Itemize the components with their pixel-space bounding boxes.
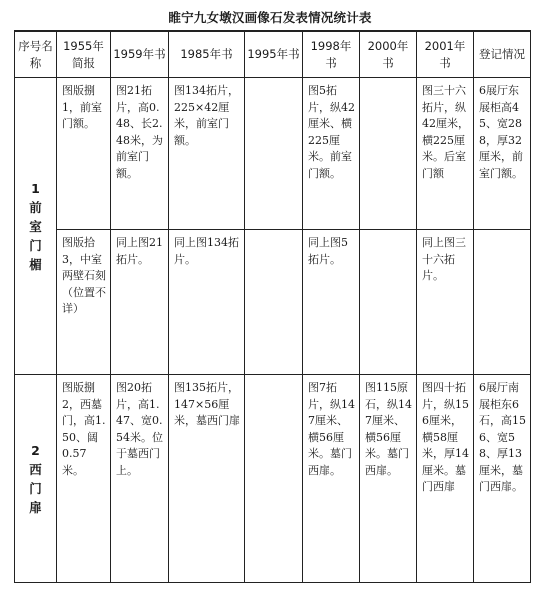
table-cell: 同上图5拓片。 [303, 230, 360, 375]
table-cell [245, 375, 303, 583]
header-row [15, 31, 531, 78]
header-cell: 1955年简报 [57, 31, 111, 78]
group-name: 前室门楣 [29, 199, 42, 272]
table-cell: 图115原石，纵147厘米、横56厘米。墓门西扉。 [360, 375, 417, 583]
header-cell: 2001年书 [417, 31, 474, 78]
header-cell: 1998年书 [303, 31, 360, 78]
statistics-table [14, 30, 531, 583]
header-cell: 序号名称 [15, 31, 57, 78]
table-cell: 图版捌2，西墓门，高1.50、阔0.57米。 [57, 375, 111, 583]
group-number: 2 [31, 442, 40, 458]
table-cell [360, 230, 417, 375]
group-name: 西门扉 [29, 461, 42, 515]
table-cell: 同上图134拓片。 [169, 230, 245, 375]
table-cell: 图5拓片，纵42厘米、横225厘米。前室门额。 [303, 78, 360, 230]
table-cell: 图134拓片，225×42厘米，前室门额。 [169, 78, 245, 230]
table-cell: 图21拓片，高0.48、长2.48米，为前室门额。 [111, 78, 169, 230]
table-cell: 同上图21拓片。 [111, 230, 169, 375]
header-cell: 1959年书 [111, 31, 169, 78]
table-cell: 图版拾3，中室两壁石刻（位置不详） [57, 230, 111, 375]
table-row [15, 78, 531, 230]
table-cell: 图7拓片，纵147厘米、横56厘米。墓门西扉。 [303, 375, 360, 583]
header-cell: 1995年书 [245, 31, 303, 78]
table-cell [360, 78, 417, 230]
table-cell: 图20拓片，高1.47、宽0.54米。位于墓西门上。 [111, 375, 169, 583]
row-group-label [15, 78, 57, 375]
table-cell [474, 230, 531, 375]
table-title: 睢宁九女墩汉画像石发表情况统计表 [168, 10, 372, 25]
header-cell: 1985年书 [169, 31, 245, 78]
table-cell [245, 230, 303, 375]
row-group-label [15, 375, 57, 583]
group-number: 1 [31, 180, 40, 196]
table-row [15, 230, 531, 375]
table-cell [245, 78, 303, 230]
table-cell: 6展厅南展柜东6石，高156、宽58、厚13厘米，墓门西扉。 [474, 375, 531, 583]
header-cell: 2000年书 [360, 31, 417, 78]
table-cell: 6展厅东展柜高45、宽288，厚32厘米，前室门额。 [474, 78, 531, 230]
table-cell: 图三十六拓片，纵42厘米，横225厘米。后室门额 [417, 78, 474, 230]
table-row [15, 375, 531, 583]
table-cell: 图四十拓片，纵156厘米，横58厘米，厚14厘米。墓门西扉 [417, 375, 474, 583]
table-cell: 图135拓片，147×56厘米，墓西门扉 [169, 375, 245, 583]
header-cell: 登记情况 [474, 31, 531, 78]
table-cell: 同上图三十六拓片。 [417, 230, 474, 375]
table-cell: 图版捌1，前室门额。 [57, 78, 111, 230]
